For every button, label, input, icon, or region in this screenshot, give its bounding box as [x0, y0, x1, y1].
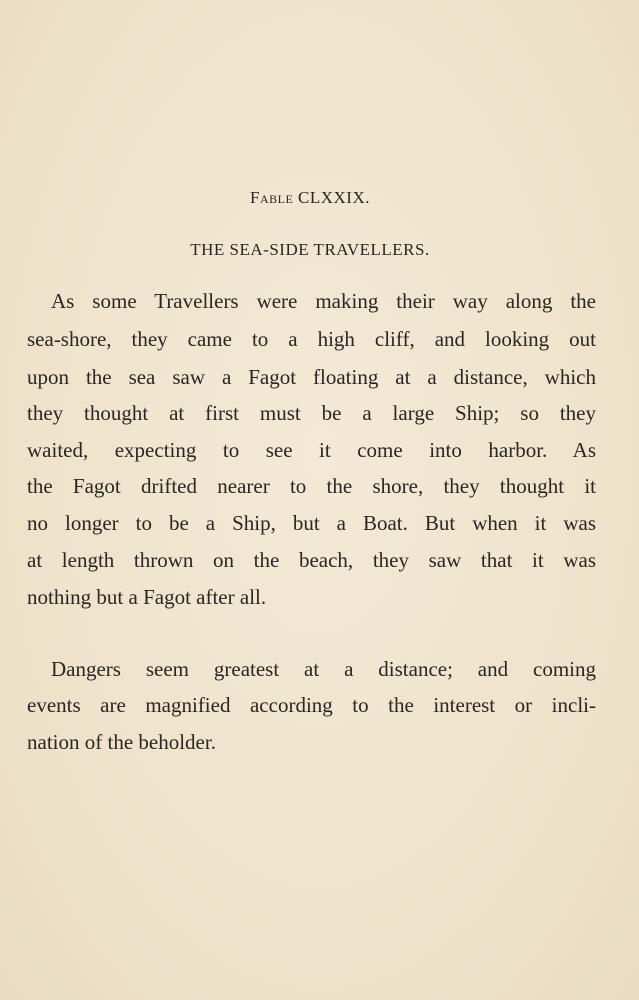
- fable-number: [0, 188, 620, 208]
- text-line: at length thrown on the beach, they saw that it was: [27, 548, 596, 572]
- moral-line: events are magnified according to the interest or incli-: [27, 693, 596, 717]
- moral-line: nation of the beholder.: [27, 730, 216, 754]
- text-line: waited, expecting to see it come into harbor. As: [27, 438, 596, 462]
- fable-title: THE SEA-SIDE TRAVELLERS.: [190, 240, 430, 259]
- text-line: no longer to be a Ship, but a Boat. But when it was: [27, 511, 596, 535]
- text-line: they thought at first must be a large Ship; so they: [27, 401, 596, 425]
- text-line: sea-shore, they came to a high cliff, and looking out: [27, 327, 596, 351]
- moral-line: Dangers seem greatest at a distance; and coming: [51, 657, 596, 681]
- fable-label: Fable: [249, 188, 294, 207]
- fable-numeral: CLXXIX.: [298, 188, 370, 207]
- text-line: nothing but a Fagot after all.: [27, 585, 267, 609]
- text-line: upon the sea saw a Fagot floating at a distance, which: [27, 365, 596, 389]
- text-line: As some Travellers were making their way along the: [51, 289, 596, 313]
- text-line: the Fagot drifted nearer to the shore, they thought it: [27, 474, 596, 498]
